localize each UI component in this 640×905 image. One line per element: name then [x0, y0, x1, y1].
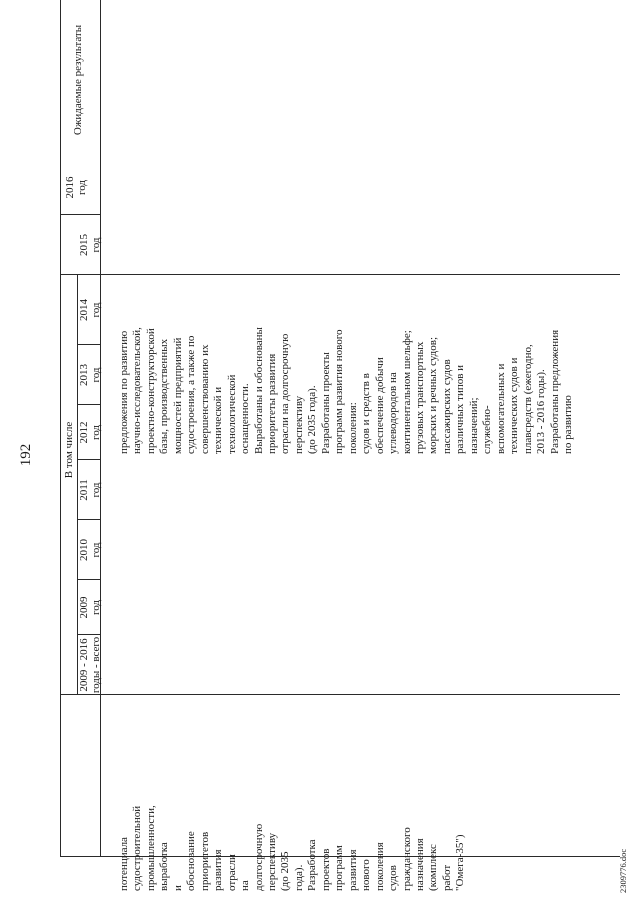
text-line: судов и средств в: [360, 373, 373, 454]
text-line: морских и речных судов;: [427, 336, 440, 454]
text-line: базы, производственных: [158, 338, 171, 454]
header-total-years: 2009 - 2016: [78, 638, 90, 692]
results-column-text: [118, 294, 575, 454]
text-line: Разработаны проекты: [319, 352, 332, 454]
text-line: обоснование: [185, 831, 198, 891]
text-line: потенциала: [118, 837, 130, 891]
text-line: (до 2035 года).: [306, 385, 319, 454]
text-line: технических судов и: [508, 357, 521, 454]
text-line: долгосрочную: [252, 823, 265, 891]
text-line: приоритеты развития: [265, 353, 278, 454]
text-line: предложения по развитию: [118, 330, 130, 454]
text-line: проектно-конструкторской: [144, 328, 157, 454]
text-line: технической и: [212, 386, 225, 454]
text-line: оснащенности.: [239, 383, 252, 454]
header-year-2009: 2009 год: [78, 596, 102, 619]
text-line: по развитию: [561, 395, 574, 454]
text-line: выработка и: [158, 842, 184, 891]
header-year-2015: 2015 год: [78, 234, 102, 256]
header-year-2012: 2012 год: [78, 421, 102, 444]
text-line: нового поколения: [360, 842, 386, 891]
text-line: мощностей предприятий: [171, 337, 184, 454]
header-incl: В том числе: [63, 421, 75, 479]
header-year-2010: 2010 год: [78, 539, 102, 561]
header-total-label: годы - всего: [90, 636, 102, 694]
text-line: научно-исследовательской,: [131, 327, 144, 454]
text-line: развития отрасли на: [212, 849, 252, 891]
text-line: континентальном шельфе;: [400, 330, 413, 454]
text-line: назначений;: [467, 397, 480, 454]
header-year-2014: 2014 год: [78, 299, 102, 321]
text-line: вспомогательных и: [494, 363, 507, 454]
text-line: Разработаны предложения: [548, 329, 561, 454]
header-year-2016: 2016 год: [64, 176, 88, 199]
text-line: совершенствованию их: [198, 344, 211, 454]
page-number: 192: [18, 443, 34, 467]
text-line: приоритетов: [198, 831, 211, 891]
text-line: промышленности,: [144, 805, 157, 891]
text-line: пассажирских судов: [440, 359, 453, 454]
left-column-text: [118, 805, 468, 891]
text-line: углеводородов на: [387, 372, 400, 454]
text-line: 2013 - 2016 годы).: [535, 369, 548, 454]
text-line: программ развития: [333, 845, 359, 891]
text-line: отрасли на долгосрочную: [279, 333, 292, 454]
text-line: Выработаны и обоснованы: [252, 327, 265, 454]
footer-filename: 2309776.doc: [618, 848, 628, 893]
text-line: судостроительной: [131, 805, 144, 891]
header-total: [78, 635, 102, 695]
text-line: различных типов и: [454, 364, 467, 454]
text-line: технологической: [225, 374, 238, 454]
text-line: перспективу: [292, 395, 305, 454]
text-line: поколения:: [346, 402, 359, 454]
header-year-2013: 2013 год: [78, 364, 102, 386]
text-line: грузовых транспортных: [413, 341, 426, 454]
header-year-2011: 2011 год: [78, 479, 102, 501]
text-line: обеспечение добычи: [373, 357, 386, 454]
text-line: (до 2035 года).: [279, 851, 305, 891]
text-line: перспективу: [265, 832, 278, 891]
text-line: судов гражданского: [387, 827, 413, 891]
header-results: Ожидаемые результаты: [72, 24, 84, 136]
text-line: "Омега-35"): [454, 834, 467, 891]
text-line: назначения: [413, 838, 426, 891]
text-line: судостроения, а также по: [185, 335, 198, 454]
text-line: Разработка проектов: [306, 839, 332, 891]
text-line: служебно-: [481, 405, 494, 454]
text-line: программ развития нового: [333, 329, 346, 454]
text-line: плавсредств (ежегодно,: [521, 344, 534, 454]
text-line: (комплекс работ: [427, 844, 453, 891]
